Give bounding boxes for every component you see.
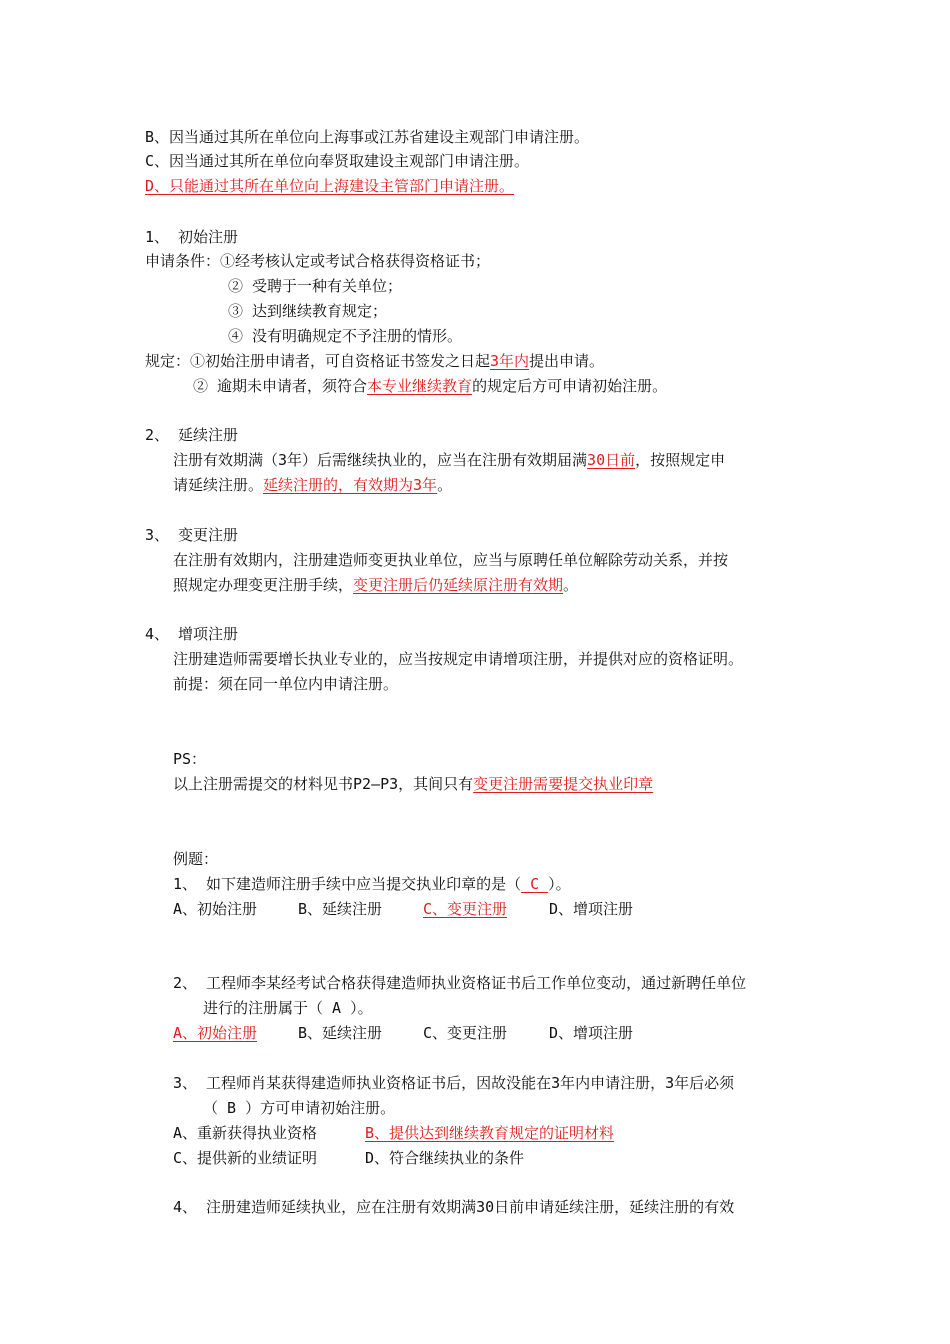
option-c-text: C、因当通过其所在单位向奉贤取建设主观部门申请注册。 bbox=[145, 152, 530, 170]
change-line-2-highlight: 变更注册后仍延续原注册有效期 bbox=[353, 576, 564, 594]
change-line-2-text: 照规定办理变更注册手续， bbox=[173, 576, 354, 594]
q1-option-b: B、延续注册 bbox=[298, 900, 383, 918]
change-line-2 bbox=[173, 575, 578, 595]
ps-line-highlight: 变更注册需要提交执业印章 bbox=[473, 775, 654, 793]
q2-stem-line-2: 进行的注册属于（ A ）。 bbox=[203, 999, 373, 1017]
renewal-line-1-highlight: 30日前 bbox=[587, 451, 636, 469]
renewal-line-2-highlight: 延续注册的，有效期为3年 bbox=[263, 476, 438, 494]
section-heading-renewal: 2、 延续注册 bbox=[145, 426, 239, 444]
initial-condition-2: ② 受聘于一种有关单位； bbox=[228, 277, 403, 295]
section-heading-initial: 1、 初始注册 bbox=[145, 228, 239, 246]
q1-option-d: D、增项注册 bbox=[549, 900, 634, 918]
q1-stem bbox=[173, 874, 571, 894]
initial-rule-1-text: 规定：①初始注册申请者，可自资格证书签发之日起 bbox=[145, 352, 491, 370]
initial-rule-1-highlight: 3年内 bbox=[490, 352, 530, 370]
q3-option-d: D、符合继续执业的条件 bbox=[365, 1149, 525, 1167]
q3-option-b-answer: B、提供达到继续教育规定的证明材料 bbox=[365, 1124, 615, 1142]
initial-rule-2-tail: 的规定后方可申请初始注册。 bbox=[472, 377, 668, 395]
ps-line bbox=[173, 774, 653, 794]
q1-answer: C bbox=[521, 875, 549, 893]
q3-option-c: C、提供新的业绩证明 bbox=[173, 1149, 318, 1167]
addition-line-2: 前提：须在同一单位内申请注册。 bbox=[173, 675, 399, 693]
q2-stem-line-1: 2、 工程师李某经考试合格获得建造师执业资格证书后工作单位变动，通过新聘任单位 bbox=[173, 974, 747, 992]
q4-stem-line-1: 4、 注册建造师延续执业，应在注册有效期满30日前申请延续注册，延续注册的有效 bbox=[173, 1198, 735, 1216]
option-b-text: B、因当通过其所在单位向上海事或江苏省建设主观部门申请注册。 bbox=[145, 128, 590, 146]
section-heading-addition: 4、 增项注册 bbox=[145, 625, 239, 643]
q2-option-c: C、变更注册 bbox=[423, 1024, 508, 1042]
renewal-line-1 bbox=[173, 450, 725, 470]
initial-condition-4: ④ 没有明确规定不予注册的情形。 bbox=[228, 327, 463, 345]
initial-rule-2-text: ② 逾期未申请者，须符合 bbox=[193, 377, 368, 395]
option-d-answer: D、只能通过其所在单位向上海建设主管部门申请注册。 bbox=[145, 177, 515, 195]
renewal-line-2-tail: 。 bbox=[437, 476, 453, 494]
q1-stem-text: 1、 如下建造师注册手续中应当提交执业印章的是（ bbox=[173, 875, 522, 893]
renewal-line-2-text: 请延续注册。 bbox=[173, 476, 264, 494]
initial-condition-1: 申请条件：①经考核认定或考试合格获得资格证书； bbox=[145, 252, 491, 270]
q3-option-a: A、重新获得执业资格 bbox=[173, 1124, 318, 1142]
section-heading-change: 3、 变更注册 bbox=[145, 526, 239, 544]
renewal-line-2 bbox=[173, 475, 452, 495]
q2-option-a-answer: A、初始注册 bbox=[173, 1024, 258, 1042]
renewal-line-1-tail: ，按照规定申 bbox=[635, 451, 726, 469]
examples-label: 例题： bbox=[173, 850, 219, 868]
ps-line-text: 以上注册需提交的材料见书P2—P3，其间只有 bbox=[173, 775, 474, 793]
q1-option-c-answer: C、变更注册 bbox=[423, 900, 508, 918]
q1-stem-tail: ）。 bbox=[548, 875, 571, 893]
q3-stem-line-2: （ B ）方可申请初始注册。 bbox=[203, 1099, 396, 1117]
initial-rule-2-highlight: 本专业继续教育 bbox=[367, 377, 473, 395]
q3-stem-line-1: 3、 工程师肖某获得建造师执业资格证书后，因故没能在3年内申请注册，3年后必须 bbox=[173, 1074, 735, 1092]
change-line-1: 在注册有效期内，注册建造师变更执业单位，应当与原聘任单位解除劳动关系，并按 bbox=[173, 551, 729, 569]
addition-line-1: 注册建造师需要增长执业专业的，应当按规定申请增项注册，并提供对应的资格证明。 bbox=[173, 650, 744, 668]
q1-option-a: A、初始注册 bbox=[173, 900, 258, 918]
change-line-2-tail: 。 bbox=[563, 576, 579, 594]
initial-rule-2 bbox=[193, 376, 667, 396]
initial-rule-1 bbox=[145, 351, 604, 371]
initial-condition-3: ③ 达到继续教育规定； bbox=[228, 302, 388, 320]
renewal-line-1-text: 注册有效期满（3年）后需继续执业的，应当在注册有效期届满 bbox=[173, 451, 588, 469]
q2-option-b: B、延续注册 bbox=[298, 1024, 383, 1042]
initial-rule-1-tail: 提出申请。 bbox=[529, 352, 605, 370]
ps-label: PS： bbox=[173, 750, 207, 768]
q2-option-d: D、增项注册 bbox=[549, 1024, 634, 1042]
